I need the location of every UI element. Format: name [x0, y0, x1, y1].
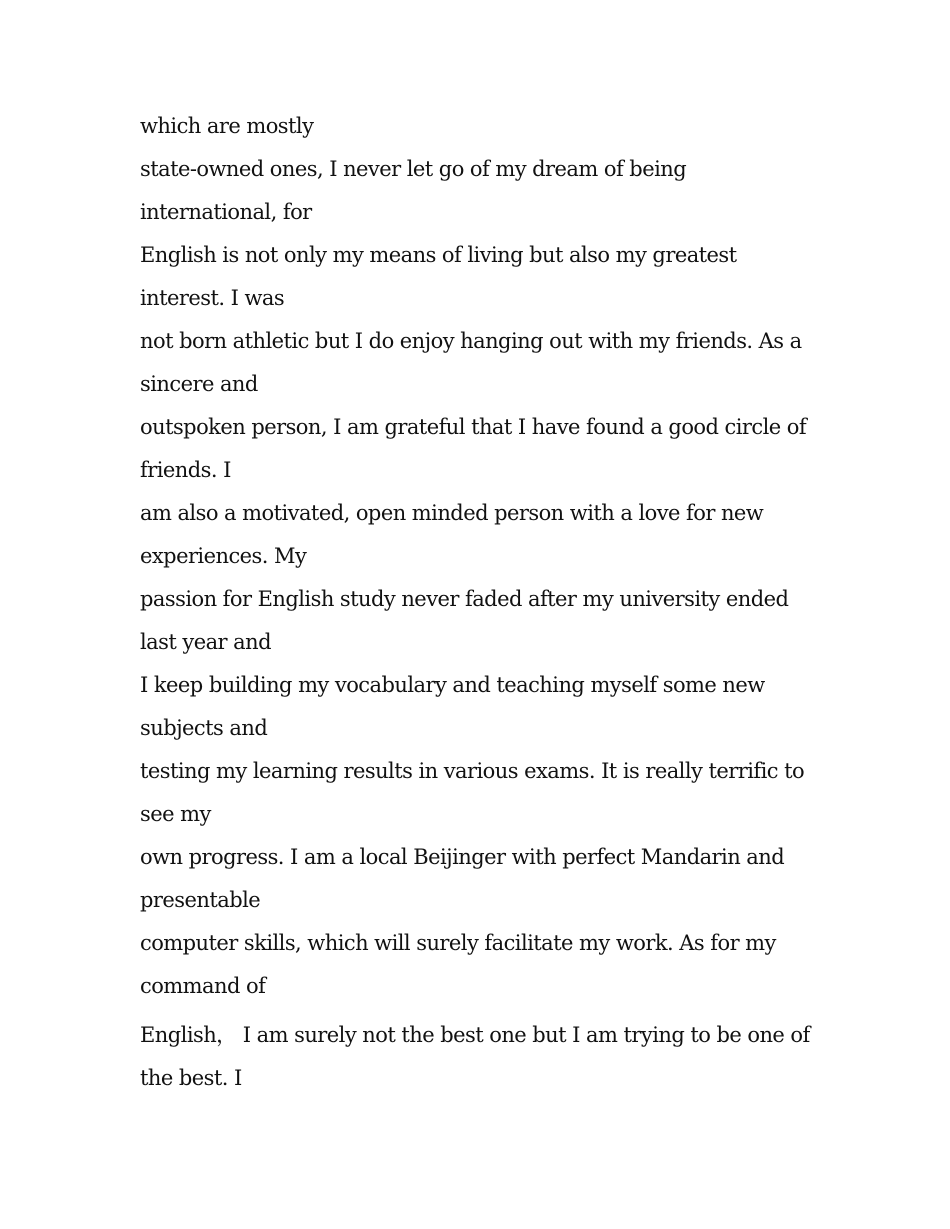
text-line: command of	[140, 974, 266, 998]
text-line: passion for English study never faded after my university ended	[140, 587, 789, 611]
text-line: which are mostly	[140, 114, 314, 138]
text-line: see my	[140, 802, 211, 826]
text-line: last year and	[140, 630, 271, 654]
text-line: computer skills, which will surely facilitate my work. As for my	[140, 931, 776, 955]
text-line: not born athletic but I do enjoy hanging out with my friends. As a	[140, 329, 802, 353]
text-line: state-owned ones, I never let go of my dream of being	[140, 157, 687, 181]
text-line: international, for	[140, 200, 312, 224]
text-line: subjects and	[140, 716, 268, 740]
text-line: interest. I was	[140, 286, 285, 310]
text-line: English， I am surely not the best one but I am trying to be one of	[140, 1023, 810, 1047]
text-line: I keep building my vocabulary and teaching myself some new	[140, 673, 765, 697]
text-line: experiences. My	[140, 544, 307, 568]
text-line: sincere and	[140, 372, 258, 396]
text-line: friends. I	[140, 458, 231, 482]
text-line: own progress. I am a local Beijinger with perfect Mandarin and	[140, 845, 785, 869]
text-line: am also a motivated, open minded person with a love for new	[140, 501, 764, 525]
text-line: English is not only my means of living but also my greatest	[140, 243, 737, 267]
text-line: outspoken person, I am grateful that I have found a good circle of	[140, 415, 807, 439]
body-text	[140, 105, 820, 1100]
text-line: presentable	[140, 888, 261, 912]
text-line: testing my learning results in various exams. It is really terrific to	[140, 759, 805, 783]
text-line: the best. I	[140, 1066, 242, 1090]
